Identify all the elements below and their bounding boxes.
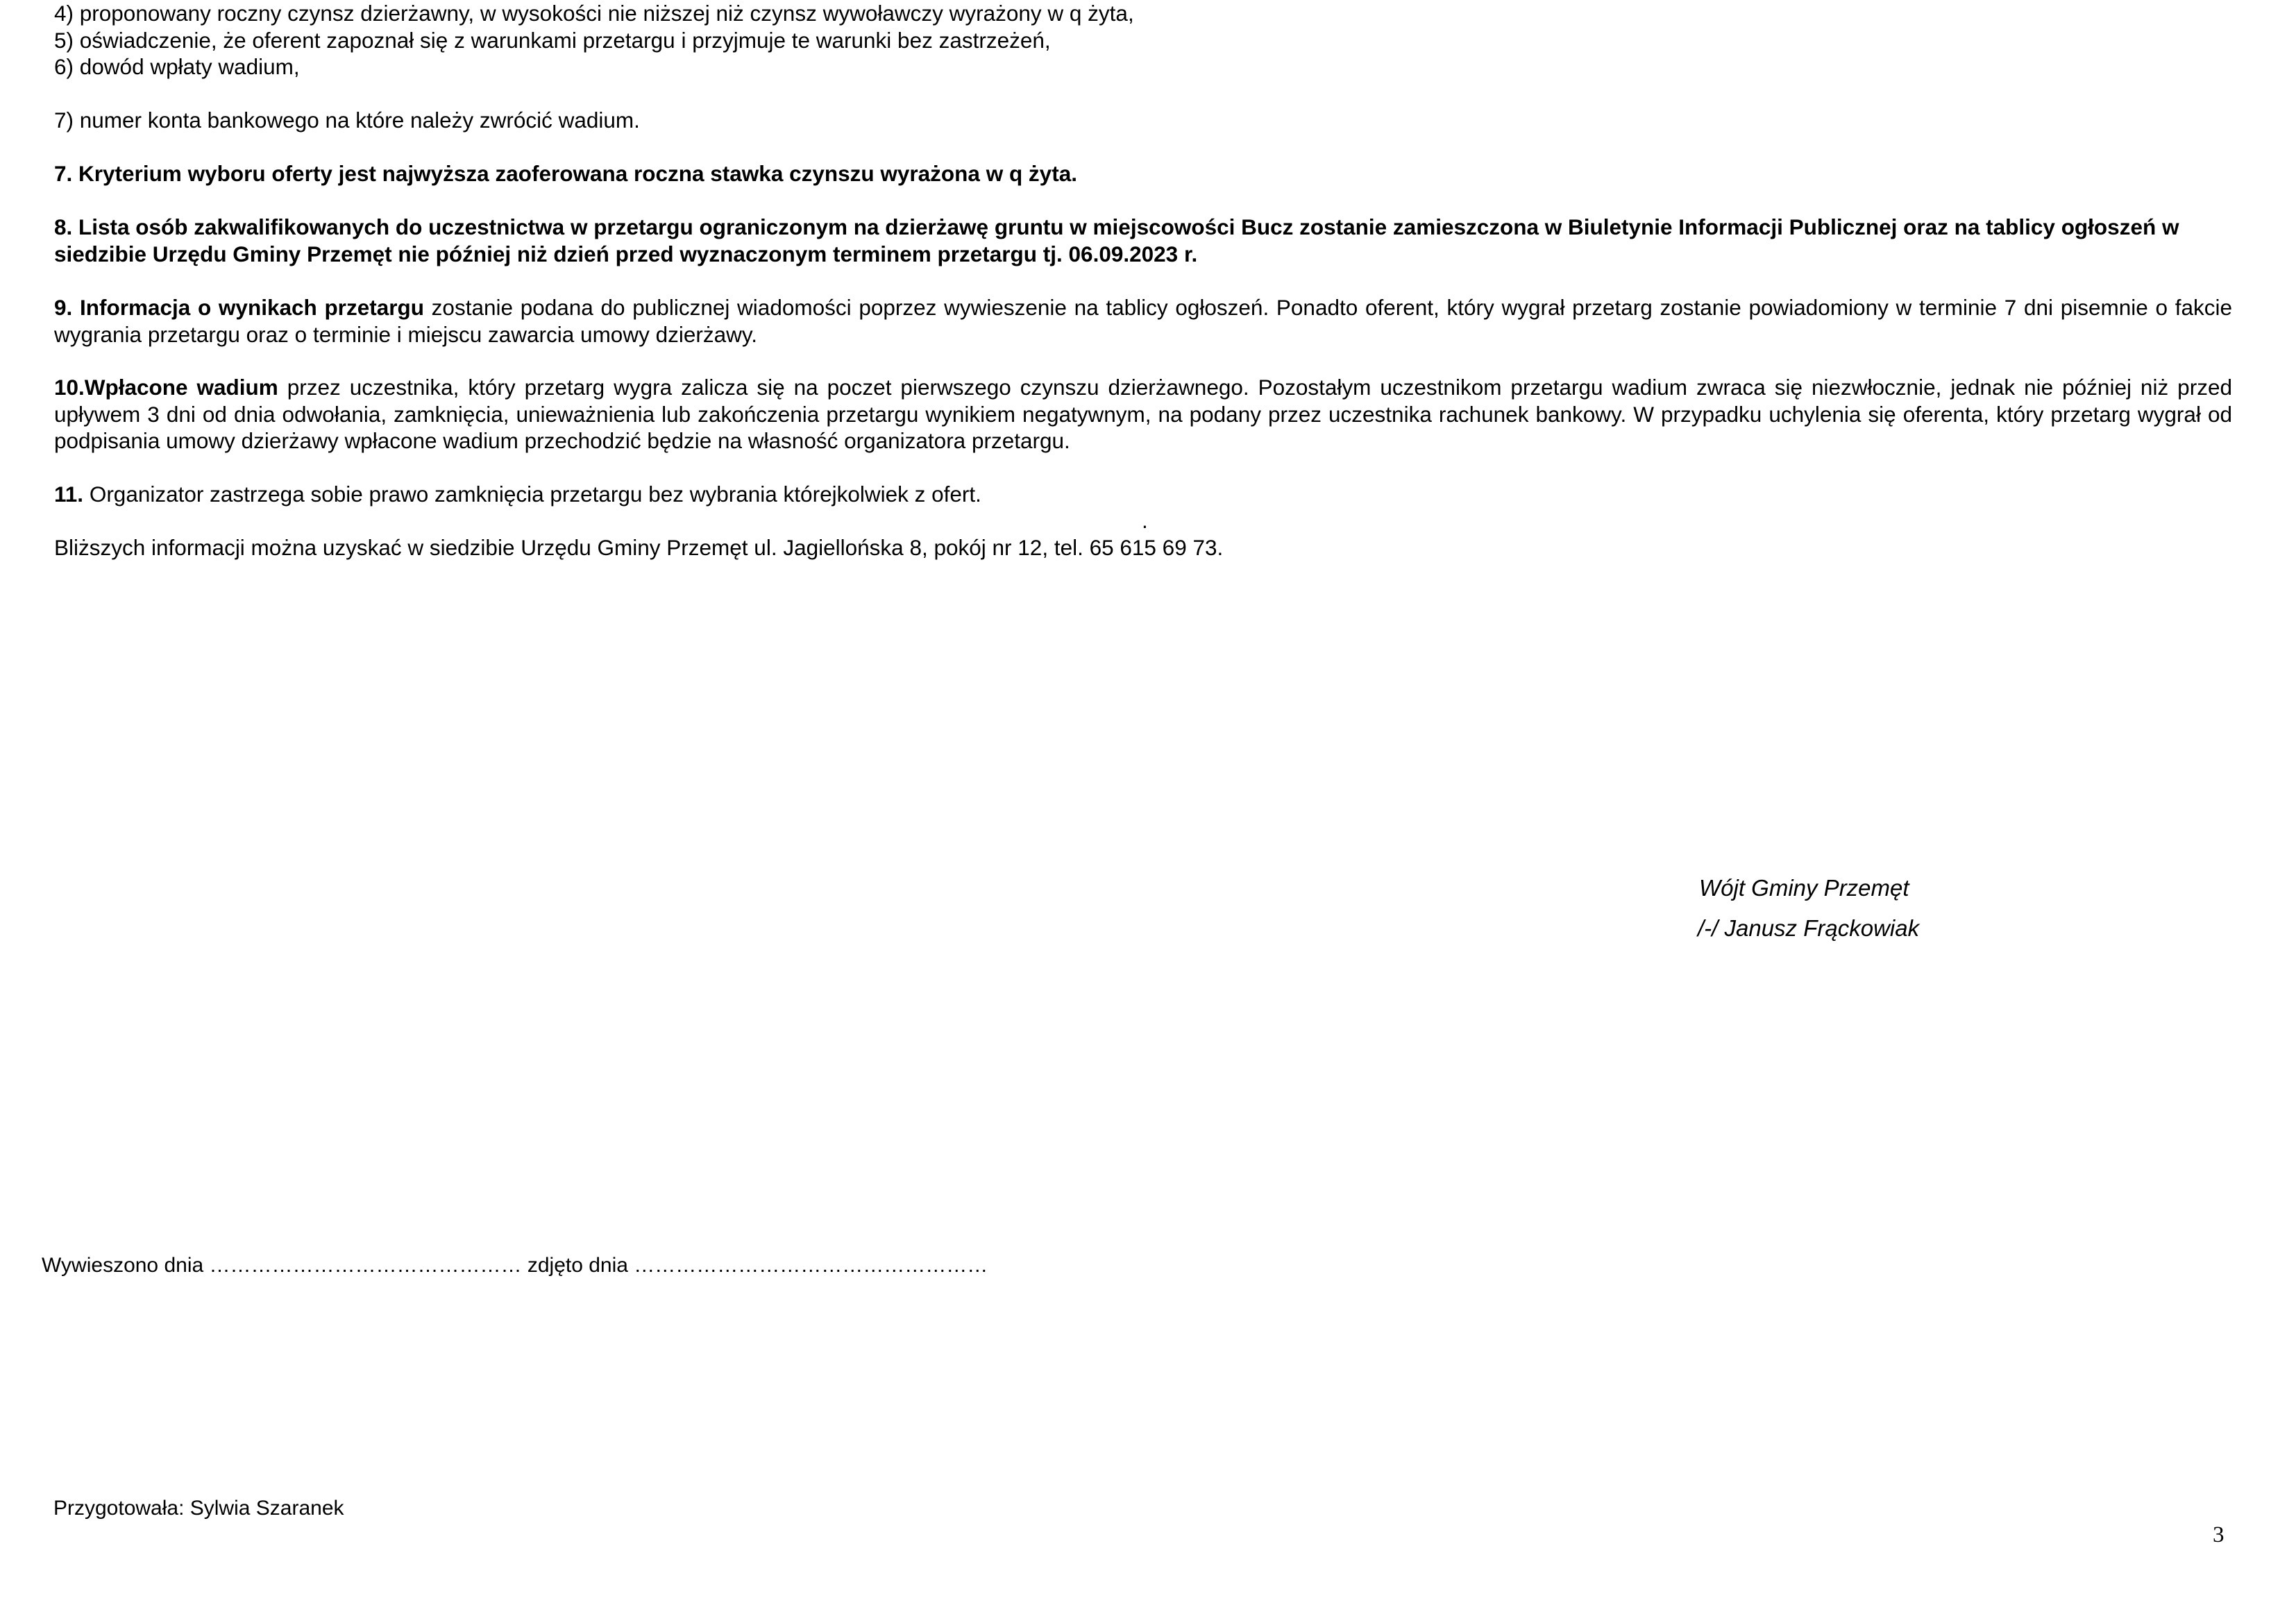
section-11-text: Organizator zastrzega sobie prawo zamknięcia przetargu bez wybrania którejkolwiek z ofert. [83, 482, 981, 507]
section-7-criterion [54, 160, 2232, 187]
section-8-qualified-list: 8. Lista osób zakwalifikowanych do uczestnictwa w przetargu ograniczonym na dzierżawę gruntu w miejscowości Bucz zostanie zamieszczona w Biuletynie Informacji Publicznej oraz na tablicy ogłoszeń w siedzibie Urzędu Gminy Przemęt nie później niż dzień przed wyznaczonym terminem przetargu tj. 06.09.2023 r. [54, 214, 2179, 266]
list-item-4: 4) proponowany roczny czynsz dzierżawny, w wysokości nie niższej niż czynsz wywoławczy wyrażony w q żyta, [54, 1, 1134, 26]
contact-information [54, 534, 2232, 561]
requirements-list [54, 0, 2232, 80]
section-9-heading: 9. Informacja o wynikach przetargu [54, 295, 424, 320]
contact-text: Bliższych informacji można uzyskać w siedzibie Urzędu Gminy Przemęt ul. Jagiellońska 8, pokój nr 12, tel. 65 615 69 73. [54, 535, 1224, 560]
posting-dates: Wywieszono dnia ……………………………………… zdjęto dnia …………………………………………… [42, 1254, 988, 1277]
section-7-text: 7. Kryterium wyboru oferty jest najwyższa zaoferowana roczna stawka czynszu wyrażona w q żyta. [54, 161, 1077, 186]
prepared-by: Przygotowała: Sylwia Szaranek [53, 1497, 344, 1520]
list-item-6: 6) dowód wpłaty wadium, [54, 54, 300, 79]
section-11-closure [54, 481, 2232, 508]
section-11-heading: 11. [54, 482, 84, 507]
section-10-text: przez uczestnika, który przetarg wygra zalicza się na poczet pierwszego czynszu dzierżawnego. Pozostałym uczestnikom przetargu wadium zwraca się niezwłocznie, jednak nie później niż przed upływem 3 dni od dnia odwołania, zamknięcia, unieważnienia lub zakończenia przetargu wynikiem negatywnym, na podany przez uczestnika rachunek bankowy. W przypadku uchylenia się oferenta, który przetarg wygrał od podpisania umowy dzierżawy wpłacone wadium przechodzić będzie na własność organizatora przetargu. [54, 375, 2232, 453]
list-item-5: 5) oświadczenie, że oferent zapoznał się z warunkami przetargu i przyjmuje te warunki bez zastrzeżeń, [54, 27, 1051, 53]
section-10-deposit [54, 374, 2232, 454]
section-9-results [54, 294, 2232, 348]
list-item-7 [54, 107, 2232, 134]
section-9-text: zostanie podana do publicznej wiadomości poprzez wywieszenie na tablicy ogłoszeń. Ponadto oferent, który wygrał przetarg zostanie powiadomiony w terminie 7 dni pisemnie o fakcie wygrania przetargu oraz o terminie i miejscu zawarcia umowy dzierżawy. [54, 295, 2232, 347]
stray-dot: . [1142, 508, 1148, 533]
page-number: 3 [2213, 1522, 2225, 1547]
section-10-heading: 10.Wpłacone wadium [54, 375, 278, 400]
list-item-7-text: 7) numer konta bankowego na które należy zwrócić wadium. [54, 108, 640, 133]
signature-title: Wójt Gminy Przemęt [1699, 875, 1909, 901]
signature-name: /-/ Janusz Frąckowiak [1698, 915, 1920, 941]
